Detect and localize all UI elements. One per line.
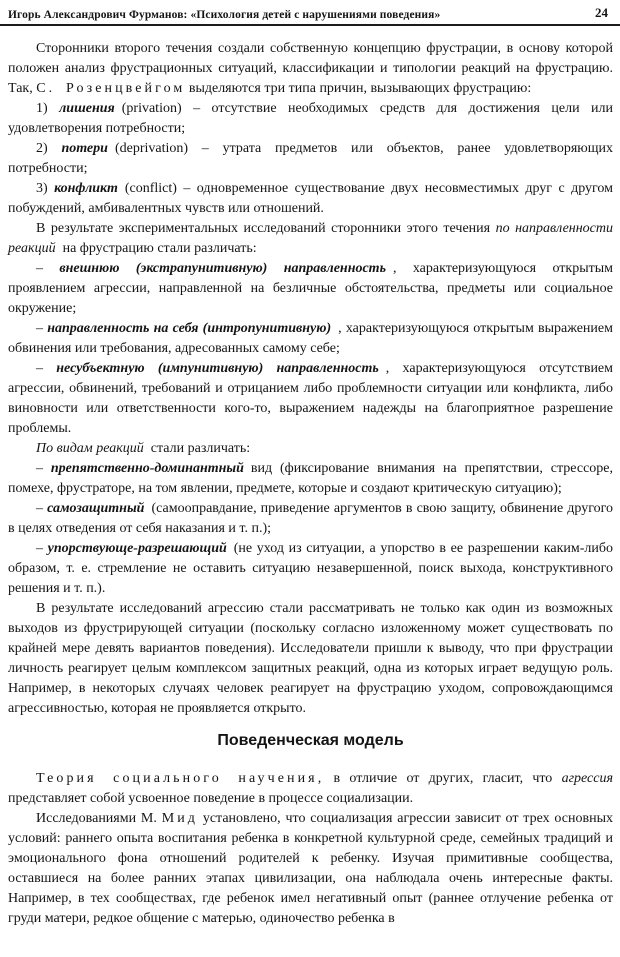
text-run: (privation) – отсутствие необходимых средств для достижения цели или удовлетворения потребности; bbox=[8, 101, 613, 136]
paragraph bbox=[8, 439, 613, 459]
text-run: установлено, что социализация агрессии зависит от трех основных условий: раннего опыта воспитания ребенка в конкретной культурной среде, семейных традиций и эмоционального фона отношений родителей к ребенку. Изучая примитивные сообщества, оставшиеся на более ранних этапах цивилизации, она наблюдала очень интересные факты. Например, в тех сообществах, где ребенок имел негативный опыт (раннее отлучение ребенка от груди матери, редкое общение с матерью, одиночество ребенка в bbox=[8, 811, 613, 926]
paragraph bbox=[8, 769, 613, 809]
running-title: Игорь Александрович Фурманов: «Психология детей с нарушениями поведения» bbox=[8, 9, 441, 21]
text-run: 2) bbox=[36, 141, 62, 156]
text-run: – bbox=[36, 461, 51, 476]
page-number: 24 bbox=[595, 5, 608, 20]
text-run: В результате экспериментальных исследований сторонники этого течения bbox=[36, 221, 496, 236]
text-run: С. Розенцвейгом bbox=[36, 81, 186, 96]
paragraph bbox=[8, 39, 613, 99]
paragraph bbox=[8, 599, 613, 719]
text-run: 3) bbox=[36, 181, 55, 196]
text-run: По видам реакций bbox=[36, 441, 144, 456]
paragraph bbox=[8, 319, 613, 359]
text-run: – bbox=[36, 321, 48, 336]
running-header bbox=[0, 0, 620, 26]
text-run: агрессия bbox=[561, 771, 613, 786]
text-run: несубъектную (импунитивную) направленность bbox=[56, 361, 379, 376]
text-run: упорствующе-разрешающий bbox=[47, 541, 227, 556]
text-run: , характеризующуюся открытым проявлением агрессии, направленной на безличные обстоятельства, предметы или социальное окружение; bbox=[8, 261, 614, 316]
text-run: (conflict) – одновременное существование двух несовместимых друг с другом побуждений, амбивалентных чувств или отношений. bbox=[8, 181, 613, 216]
text-run: (самооправдание, приведение аргументов в свою защиту, обвинение другого в целях отведения от себя наказания и т. п.); bbox=[8, 501, 613, 536]
paragraph bbox=[8, 219, 613, 259]
text-run: лишения bbox=[59, 101, 115, 116]
text-run: внешнюю (экстрапунитивную) направленность bbox=[59, 261, 386, 276]
text-run: Теория социального научения, bbox=[36, 771, 325, 786]
text-run: (не уход из ситуации, а упорство в ее разрешении каким-либо образом, т. е. стремление не оставить ситуацию незавершенной, поиск выхода, конструктивного решения и т. п.). bbox=[8, 541, 613, 596]
text-run: вид (фиксирование внимания на препятствии, стрессоре, помехе, фрустраторе, на том явлении, предмете, которые и создают критическую ситуацию); bbox=[8, 461, 614, 496]
text-run: направленность на себя (интропунитивную) bbox=[47, 321, 332, 336]
paragraph bbox=[8, 99, 613, 139]
paragraph bbox=[8, 459, 613, 499]
text-run: Сторонники второго течения создали собственную концепцию фрустрации, в основу которой положен анализ фрустрационных ситуаций, классификации и типологии реакций на фрустрацию. Так, bbox=[8, 41, 613, 96]
text-run: – bbox=[36, 261, 60, 276]
text-run: по направленности реакций bbox=[8, 221, 613, 256]
text-run: Мид bbox=[161, 811, 198, 826]
paragraph bbox=[8, 809, 613, 929]
text-run: 1) bbox=[36, 101, 60, 116]
section-heading bbox=[8, 731, 613, 751]
text-run: – bbox=[36, 541, 48, 556]
text-run: (deprivation) – утрата предметов или объектов, ранее удовлетворяющих потребности; bbox=[8, 141, 613, 176]
text-run: Исследованиями М. bbox=[36, 811, 162, 826]
text-run: самозащитный bbox=[47, 501, 145, 516]
text-run: – bbox=[36, 501, 48, 516]
page-body bbox=[0, 26, 620, 929]
text-run: стали различать: bbox=[143, 441, 251, 456]
text-run: на фрустрацию стали различать: bbox=[55, 241, 257, 256]
text-run: потери bbox=[61, 141, 108, 156]
text-run: , характеризующуюся отсутствием агрессии, обвинений, требований и отрицанием либо проблемности ситуации или конфликта, либо виновности или ответственности кого-то, выражением надежды на благоприятное разрешение проблемы. bbox=[8, 361, 614, 436]
paragraph bbox=[8, 539, 613, 599]
text-run: препятственно-доминантный bbox=[50, 461, 244, 476]
text-run: выделяются три типа причин, вызывающих фрустрацию: bbox=[185, 81, 532, 96]
paragraph bbox=[8, 259, 613, 319]
text-run: Поведенческая модель bbox=[217, 732, 404, 749]
text-run: конфликт bbox=[54, 181, 118, 196]
text-run: в отличие от других, гласит, что bbox=[324, 771, 562, 786]
paragraph bbox=[8, 179, 613, 219]
text-run: , характеризующуюся открытым выражением обвинения или требования, адресованных самому себе; bbox=[8, 321, 613, 356]
text-run: представляет собой усвоенное поведение в процессе социализации. bbox=[8, 791, 414, 806]
text-run: В результате исследований агрессию стали рассматривать не только как один из возможных выходов из фрустрирующей ситуации (поскольку согласно изложенному может существовать по крайней мере девять вариантов поведения). Исследователи пришли к выводу, что при фрустрации личность реагирует целым комплексом защитных реакций, одна из которых играет ведущую роль. Например, в некоторых случаях человек реагирует на фрустрацию уходом, сопровождающимся агрессивностью, которая не проявляется открыто. bbox=[8, 601, 613, 716]
text-run: – bbox=[36, 361, 57, 376]
paragraph bbox=[8, 139, 613, 179]
paragraph bbox=[8, 499, 613, 539]
paragraph bbox=[8, 359, 613, 439]
